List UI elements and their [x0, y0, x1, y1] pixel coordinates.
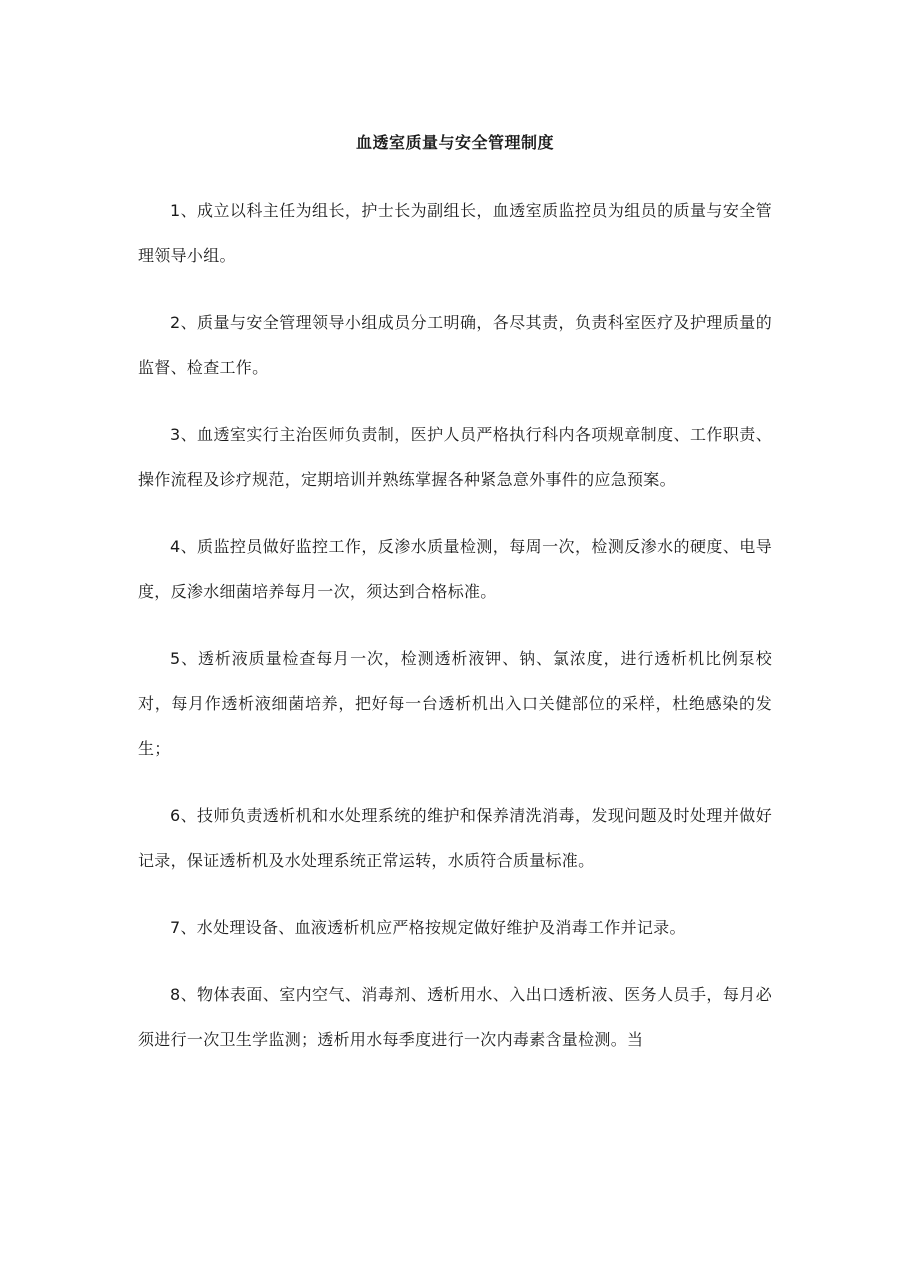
paragraph-2: 2、质量与安全管理领导小组成员分工明确，各尽其责，负责科室医疗及护理质量的监督、检查工作。 [138, 313, 772, 377]
paragraph-4: 4、质监控员做好监控工作，反渗水质量检测，每周一次，检测反渗水的硬度、电导度，反渗水细菌培养每月一次，须达到合格标准。 [138, 537, 772, 601]
paragraph-8: 8、物体表面、室内空气、消毒剂、透析用水、入出口透析液、医务人员手，每月必须进行一次卫生学监测；透析用水每季度进行一次内毒素含量检测。当 [138, 985, 772, 1049]
paragraph-6: 6、技师负责透析机和水处理系统的维护和保养清洗消毒，发现问题及时处理并做好记录，保证透析机及水处理系统正常运转，水质符合质量标准。 [138, 806, 772, 870]
paragraph-5: 5、透析液质量检查每月一次，检测透析液钾、钠、氯浓度，进行透析机比例泵校对，每月作透析液细菌培养，把好每一台透析机出入口关健部位的采样，杜绝感染的发生； [138, 649, 772, 758]
paragraph-3: 3、血透室实行主治医师负责制，医护人员严格执行科内各项规章制度、工作职责、操作流程及诊疗规范，定期培训并熟练掌握各种紧急意外事件的应急预案。 [138, 425, 772, 489]
paragraph-1: 1、成立以科主任为组长，护士长为副组长，血透室质监控员为组员的质量与安全管理领导小组。 [138, 201, 772, 265]
document-title: 血透室质量与安全管理制度 [355, 133, 554, 152]
paragraph-7: 7、水处理设备、血液透析机应严格按规定做好维护及消毒工作并记录。 [170, 918, 686, 937]
